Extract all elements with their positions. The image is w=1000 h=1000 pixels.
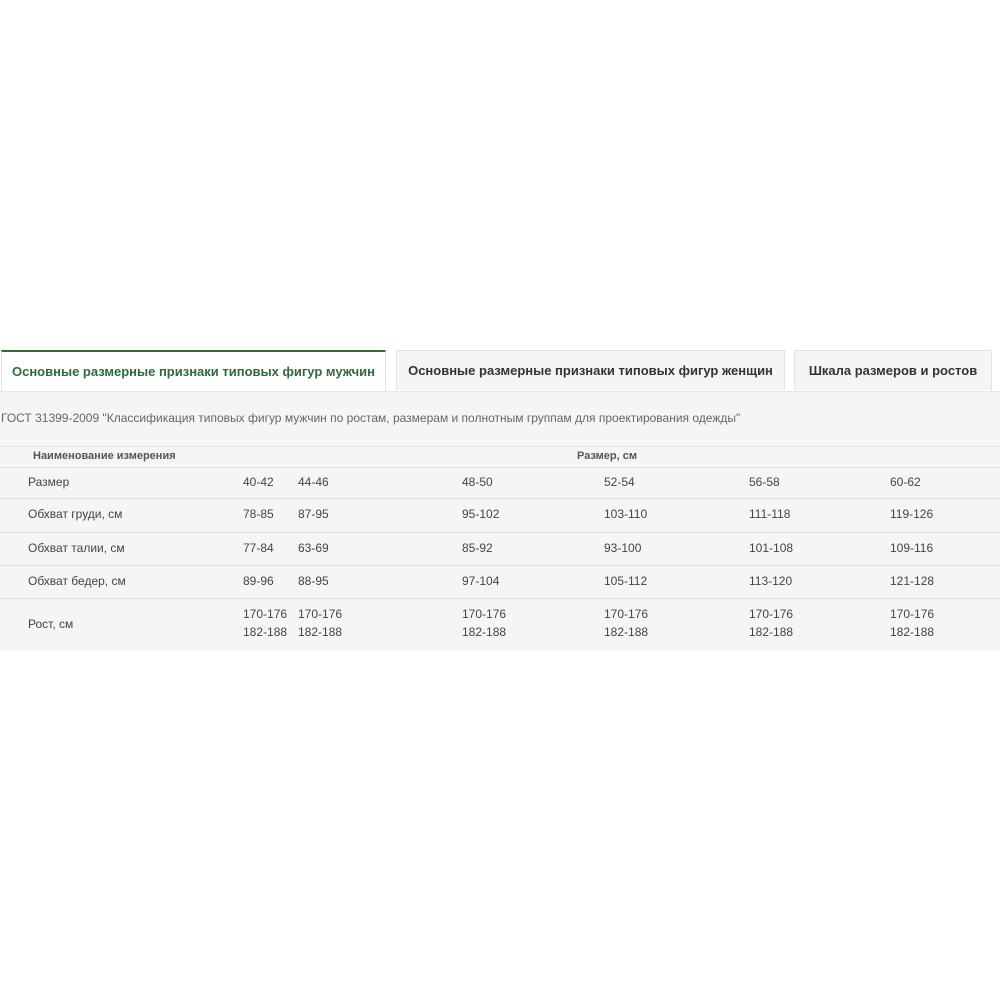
table-cell: [298, 605, 342, 641]
cell-value: 88-95: [298, 574, 329, 588]
table-cell: [604, 572, 647, 590]
cell-value: 97-104: [462, 574, 500, 588]
cell-value: 182-188: [749, 625, 794, 639]
table-cell: [749, 572, 792, 590]
cell-value: 48-50: [462, 475, 493, 489]
table-cell: [749, 539, 793, 557]
table-cell: [749, 473, 780, 491]
table-cell: [462, 539, 493, 557]
table-cell: [243, 572, 274, 590]
tab-women-measurements[interactable]: [396, 350, 785, 390]
table-cell: [243, 605, 287, 641]
cell-value: 121-128: [890, 574, 935, 588]
table-cell: [604, 505, 647, 523]
cell-value: 111-118: [749, 507, 791, 521]
tab-size-height-scale[interactable]: [794, 350, 992, 390]
cell-value: 40-42: [243, 475, 274, 489]
cell-value: 182-188: [604, 625, 649, 639]
table-cell: [890, 572, 934, 590]
cell-value: 85-92: [462, 541, 493, 555]
cell-value: 60-62: [890, 475, 921, 489]
table-cell: [243, 505, 274, 523]
cell-value: 78-85: [243, 507, 274, 521]
tab-bar: [0, 350, 1000, 391]
tab-label: Шкала размеров и ростов: [808, 363, 978, 378]
table-cell: [890, 539, 933, 557]
table-row: [0, 599, 1000, 650]
table-cell: [462, 505, 499, 523]
header-size: Размер, см: [577, 450, 637, 462]
table-cell: [298, 505, 329, 523]
cell-value: 182-188: [243, 625, 288, 639]
table-cell: [462, 572, 499, 590]
cell-value: 182-188: [298, 625, 343, 639]
row-label: Обхват бедер, см: [28, 574, 126, 588]
table-cell: [604, 539, 641, 557]
table-cell: [749, 605, 793, 641]
cell-value: 170-176: [890, 607, 935, 621]
row-label: Обхват груди, см: [28, 507, 123, 521]
cell-value: 109-116: [890, 541, 934, 555]
table-row: [0, 533, 1000, 566]
cell-value: 170-176: [749, 607, 794, 621]
cell-value: 170-176: [243, 607, 288, 621]
table-row: [0, 499, 1000, 533]
tab-label: Основные размерные признаки типовых фигур мужчин: [11, 364, 375, 379]
cell-value: 44-46: [298, 475, 329, 489]
cell-value: 105-112: [604, 574, 648, 588]
cell-value: 52-54: [604, 475, 635, 489]
tab-label: Основные размерные признаки типовых фигур женщин: [408, 363, 773, 378]
cell-value: 93-100: [604, 541, 642, 555]
table-cell: [890, 605, 934, 641]
cell-value: 89-96: [243, 574, 274, 588]
cell-value: 182-188: [462, 625, 507, 639]
table-cell: [243, 539, 274, 557]
table-cell: [243, 473, 274, 491]
table-cell: [890, 473, 921, 491]
cell-value: 77-84: [243, 541, 274, 555]
table-cell: [462, 473, 493, 491]
table-cell: [604, 473, 635, 491]
table-row: [0, 467, 1000, 499]
header-measurement-name: Наименование измерения: [33, 450, 176, 462]
cell-value: 170-176: [298, 607, 343, 621]
table-cell: [462, 605, 506, 641]
cell-value: 170-176: [604, 607, 649, 621]
row-label: Обхват талии, см: [28, 541, 125, 555]
cell-value: 170-176: [462, 607, 507, 621]
table-header: [0, 446, 1000, 468]
table-cell: [749, 505, 790, 523]
table-row: [0, 566, 1000, 599]
cell-value: 63-69: [298, 541, 329, 555]
row-label: Рост, см: [28, 617, 74, 631]
table-cell: [298, 473, 329, 491]
cell-value: 87-95: [298, 507, 329, 521]
table-caption: ГОСТ 31399-2009 "Классификация типовых фигур мужчин по ростам, размерам и полнотным группам для проектирования одежды": [1, 411, 741, 425]
cell-value: 101-108: [749, 541, 794, 555]
cell-value: 182-188: [890, 625, 935, 639]
table-cell: [298, 572, 329, 590]
cell-value: 103-110: [604, 507, 648, 521]
cell-value: 113-120: [749, 574, 793, 588]
table-cell: [890, 505, 933, 523]
cell-value: 95-102: [462, 507, 500, 521]
table-cell: [604, 605, 648, 641]
row-label: Размер: [28, 475, 70, 489]
cell-value: 56-58: [749, 475, 780, 489]
table-cell: [298, 539, 329, 557]
cell-value: 119-126: [890, 507, 934, 521]
tab-men-measurements[interactable]: [1, 350, 386, 391]
